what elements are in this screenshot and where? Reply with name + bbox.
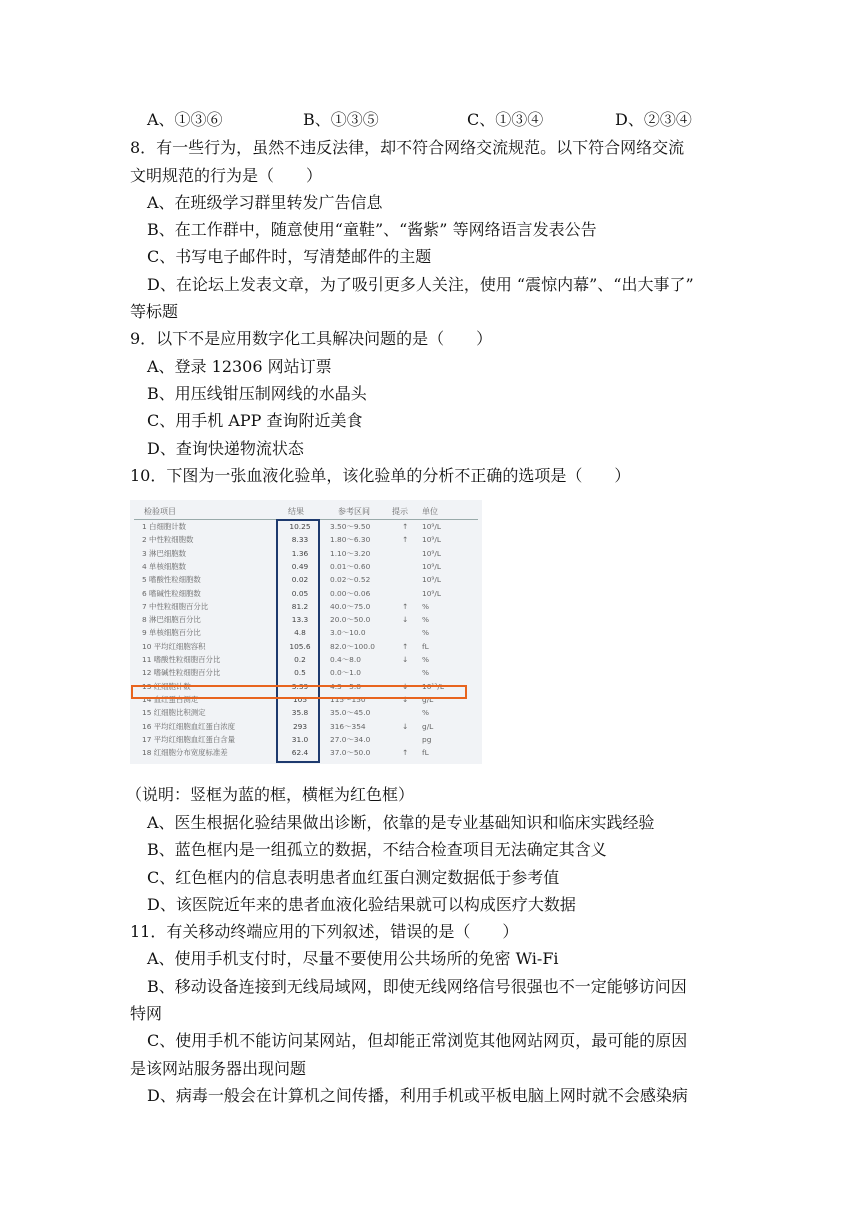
- lab-unit: 10⁹/L: [422, 548, 441, 558]
- lab-unit: %: [422, 628, 430, 638]
- lab-result: 0.02: [291, 575, 309, 585]
- q9-option-c: C、用手机 APP 查询附近美食: [147, 411, 363, 430]
- lab-reference: 316～354: [330, 721, 366, 731]
- lab-reference: 0.02～0.52: [330, 575, 371, 585]
- lab-reference: 4.3～5.8: [330, 681, 361, 691]
- q11-option-b-line1: B、移动设备连接到无线局域网，即使无线网络信号很强也不一定能够访问因: [147, 977, 687, 996]
- lab-reference: 20.0～50.0: [330, 615, 371, 625]
- lab-flag: ↓: [402, 694, 409, 704]
- lab-item-name: 7 中性粒细胞百分比: [142, 601, 209, 611]
- lab-item-name: 10 平均红细胞容积: [142, 641, 206, 651]
- q11-option-d-line1: D、病毒一般会在计算机之间传播，利用手机或平板电脑上网时就不会感染病: [147, 1086, 688, 1105]
- q8-option-c: C、书写电子邮件时，写清楚邮件的主题: [147, 247, 432, 266]
- lab-unit: 10⁹/L: [422, 522, 441, 531]
- lab-reference: 37.0～50.0: [330, 748, 371, 758]
- q7-option-c: C、①③④: [467, 110, 544, 129]
- lab-item-name: 14 血红蛋白测定: [142, 694, 199, 704]
- lab-item-name: 13 红细胞计数: [142, 681, 191, 691]
- lab-reference: 0.4～8.0: [330, 655, 361, 664]
- q11-option-c-line2: 是该网站服务器出现问题: [130, 1059, 307, 1078]
- lab-unit: %: [422, 615, 430, 625]
- q10-option-a: A、医生根据化验结果做出诊断，依靠的是专业基础知识和临床实践经验: [147, 813, 655, 832]
- lab-item-name: 11 嗜酸性粒细胞百分比: [142, 655, 221, 664]
- lab-result: 0.5: [294, 668, 306, 678]
- lab-item-name: 15 红细胞比积测定: [142, 708, 206, 718]
- q7-option-d: D、②③④: [615, 110, 692, 129]
- lab-result: 0.49: [291, 561, 309, 571]
- lab-unit: 10⁹/L: [422, 575, 441, 585]
- q9-option-d: D、查询快递物流状态: [147, 439, 304, 458]
- lab-item-name: 9 单核细胞百分比: [142, 628, 201, 638]
- lab-result: 8.33: [291, 535, 309, 545]
- lab-unit: %: [422, 708, 430, 718]
- lab-reference: 0.00～0.06: [330, 588, 371, 598]
- q10-stem: 10．下图为一张血液化验单，该化验单的分析不正确的选项是（ ）: [130, 466, 631, 485]
- lab-reference: 40.0～75.0: [330, 601, 371, 611]
- q7-option-b: B、①③⑤: [303, 110, 379, 129]
- lab-item-name: 5 嗜酸性粒细胞数: [142, 575, 201, 585]
- lab-result: 31.0: [291, 734, 309, 744]
- lab-result: 10.25: [289, 522, 311, 531]
- q10-option-b: B、蓝色框内是一组孤立的数据，不结合检查项目无法确定其含义: [147, 840, 607, 859]
- lab-reference: 1.10～3.20: [330, 548, 371, 558]
- q10-option-c: C、红色框内的信息表明患者血红蛋白测定数据低于参考值: [147, 868, 560, 887]
- lab-unit: g/L: [422, 721, 434, 731]
- lab-item-name: 12 嗜碱性粒细胞百分比: [142, 668, 221, 678]
- lab-flag: ↑: [402, 748, 409, 758]
- lab-result: 3.39: [291, 681, 309, 691]
- lab-reference: 3.50～9.50: [330, 522, 371, 531]
- lab-unit: 10⁹/L: [422, 561, 441, 571]
- lab-reference: 82.0～100.0: [330, 641, 376, 651]
- lab-flag: ↑: [402, 535, 409, 545]
- lab-unit: 10⁹/L: [422, 535, 441, 545]
- lab-unit: pg: [422, 734, 432, 744]
- lab-header-unit: 单位: [422, 507, 438, 516]
- lab-item-name: 2 中性粒细胞数: [142, 535, 194, 545]
- lab-unit: fL: [422, 641, 429, 651]
- lab-unit: 10¹²/L: [422, 681, 444, 691]
- q9-stem: 9．以下不是应用数字化工具解决问题的是（ ）: [130, 329, 493, 348]
- lab-reference: 0.0～1.0: [330, 668, 361, 678]
- lab-header-result: 结果: [288, 507, 304, 516]
- lab-flag: ↓: [402, 655, 409, 664]
- q8-stem-line1: 8．有一些行为，虽然不违反法律，却不符合网络交流规范。以下符合网络交流: [130, 138, 685, 157]
- lab-result: 0.2: [294, 655, 306, 664]
- lab-flag: ↑: [402, 522, 409, 531]
- lab-result: 81.2: [291, 601, 309, 611]
- q8-option-d-line2: 等标题: [130, 302, 179, 321]
- lab-result: 35.8: [291, 708, 309, 718]
- lab-result: 0.05: [291, 588, 309, 598]
- q8-option-d-line1: D、在论坛上发表文章，为了吸引更多人关注，使用 “震惊内幕”、“出大事了”: [147, 275, 694, 294]
- lab-item-name: 8 淋巴细胞百分比: [142, 615, 201, 625]
- lab-header: [130, 504, 482, 518]
- lab-flag: ↑: [402, 641, 409, 651]
- lab-header-hint: 提示: [392, 507, 408, 516]
- lab-header-item: 检验项目: [144, 507, 176, 516]
- lab-item-name: 16 平均红细胞血红蛋白浓度: [142, 721, 236, 731]
- lab-reference: 3.0～10.0: [330, 628, 366, 638]
- lab-item-name: 1 白细胞计数: [142, 522, 187, 531]
- q9-option-b: B、用压线钳压制网线的水晶头: [147, 384, 367, 403]
- lab-unit: %: [422, 655, 430, 664]
- q11-option-c-line1: C、使用手机不能访问某网站，但却能正常浏览其他网站网页，最可能的原因: [147, 1031, 688, 1050]
- q8-stem-line2: 文明规范的行为是（ ）: [130, 166, 323, 185]
- lab-result: 62.4: [291, 748, 309, 758]
- lab-unit: fL: [422, 748, 429, 758]
- lab-reference: 27.0～34.0: [330, 734, 371, 744]
- lab-unit: %: [422, 668, 430, 678]
- lab-reference: 1.80～6.30: [330, 535, 371, 545]
- lab-result: 105: [292, 694, 308, 704]
- q8-option-a: A、在班级学习群里转发广告信息: [147, 193, 383, 212]
- lab-reference: 0.01～0.60: [330, 561, 371, 571]
- blue-box-highlight: [276, 519, 320, 763]
- lab-item-name: 17 平均红细胞血红蛋白含量: [142, 734, 236, 744]
- q10-note: （说明：竖框为蓝的框，横框为红色框）: [126, 785, 415, 804]
- lab-unit: %: [422, 601, 430, 611]
- lab-reference: 35.0～45.0: [330, 708, 371, 718]
- lab-result: 13.3: [291, 615, 309, 625]
- blood-test-report-image: [130, 500, 482, 764]
- q11-option-b-line2: 特网: [130, 1004, 163, 1023]
- lab-flag: ↓: [402, 681, 409, 691]
- q9-option-a: A、登录 12306 网站订票: [147, 357, 332, 376]
- lab-flag: ↓: [402, 721, 409, 731]
- lab-result: 105.6: [289, 641, 311, 651]
- lab-header-ref: 参考区间: [338, 507, 370, 516]
- q8-option-b: B、在工作群中，随意使用“童鞋”、“酱紫” 等网络语言发表公告: [147, 220, 597, 239]
- q7-option-a: A、①③⑥: [147, 110, 223, 129]
- lab-reference: 115～150: [330, 694, 366, 704]
- q11-option-a: A、使用手机支付时，尽量不要使用公共场所的免密 Wi-Fi: [147, 949, 559, 968]
- lab-result: 1.36: [291, 548, 309, 558]
- lab-unit: 10⁹/L: [422, 588, 441, 598]
- q11-stem: 11．有关移动终端应用的下列叙述，错误的是（ ）: [130, 922, 519, 941]
- lab-item-name: 4 单核细胞数: [142, 561, 187, 571]
- q10-option-d: D、该医院近年来的患者血液化验结果就可以构成医疗大数据: [147, 895, 576, 914]
- red-box-highlight: [131, 685, 467, 699]
- lab-flag: ↓: [402, 615, 409, 625]
- lab-item-name: 6 嗜碱性粒细胞数: [142, 588, 201, 598]
- lab-item-name: 18 红细胞分布宽度标准差: [142, 748, 228, 758]
- lab-result: 4.8: [294, 628, 306, 638]
- lab-item-name: 3 淋巴细胞数: [142, 548, 187, 558]
- lab-result: 293: [292, 721, 308, 731]
- lab-flag: ↑: [402, 601, 409, 611]
- lab-unit: g/L: [422, 694, 434, 704]
